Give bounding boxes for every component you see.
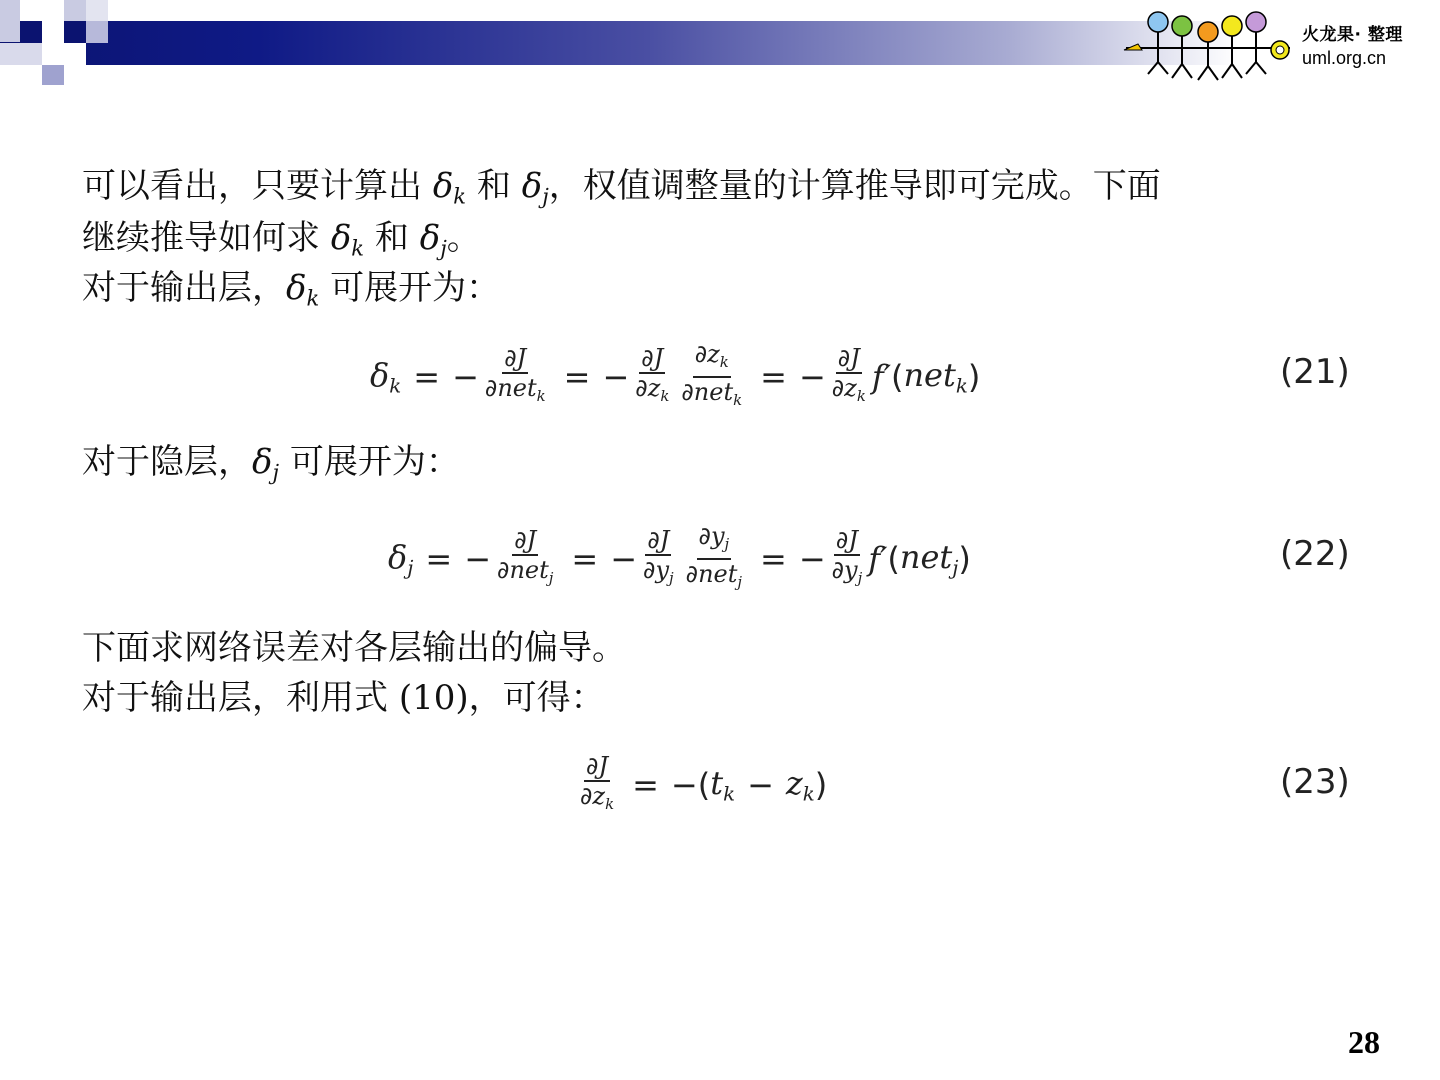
text-segment: 下面求网络误差对各层输出的偏导。: [82, 628, 626, 668]
page-number: 28: [1348, 1024, 1380, 1060]
delta-k-symbol: $\delta_k$: [330, 218, 365, 261]
delta-j-symbol: $\delta_j$: [252, 442, 280, 485]
deco-square: [0, 43, 42, 65]
text-segment: 可展开为：: [330, 268, 501, 308]
paragraph-3: [82, 262, 500, 325]
deco-square: [42, 21, 64, 43]
equation-22: $\delta_j$ = − $\frac{\partial J}{\partial net_j}$ = − $\frac{\partial J}{\partial y_j}$ $\frac{\partial y_j}{\partial net_j}$ = − $\frac{\partial J}{\partial y_j}$ f′ ( net$_j$ ): [388, 522, 971, 591]
text-segment: 对于隐层，: [82, 442, 252, 482]
text-segment: 和: [374, 218, 409, 258]
text-segment: 对于输出层，: [82, 268, 286, 308]
logo: [1120, 8, 1440, 88]
equation-number: (22): [1280, 534, 1350, 574]
equation-reference: (10): [398, 678, 469, 718]
deco-square: [64, 21, 86, 43]
text-segment: ，可得：: [468, 678, 605, 718]
equation-number: (23): [1280, 762, 1350, 802]
deco-square: [42, 0, 64, 21]
equation-21: $\delta_k$ = − $\frac{\partial J}{\partial net_k}$ = − $\frac{\partial J}{\partial z_k}$ $\frac{\partial z_k}{\partial net_k}$ = − $\frac{\partial J}{\partial z_k}$ f′ ( net$_k$ ): [370, 340, 981, 409]
delta-j-symbol: $\delta_j$: [419, 218, 447, 261]
paragraph-5: [82, 622, 626, 674]
text-segment: 对于输出层，利用式: [82, 678, 388, 718]
deco-square: [42, 65, 64, 85]
deco-square: [86, 0, 108, 21]
text-segment: 和: [476, 166, 511, 206]
deco-square: [64, 0, 86, 21]
delta-k-symbol: $\delta_k$: [432, 166, 467, 209]
equation-number: (21): [1280, 352, 1350, 392]
equation-23: $\frac{\partial J}{\partial z_k}$ = −( $t_k$ − $z_k$ ): [580, 752, 828, 813]
logo-title: 火龙果· 整理: [1302, 25, 1403, 45]
deco-square: [0, 0, 20, 42]
text-segment: 。: [446, 218, 481, 258]
deco-square: [42, 43, 64, 65]
delta-j-symbol: $\delta_j$: [521, 166, 549, 209]
deco-square: [64, 43, 86, 65]
text-segment: 继续推导如何求: [82, 218, 320, 258]
text-segment: ，权值调整量的计算推导即可完成。下面: [548, 166, 1161, 206]
deco-square: [20, 21, 42, 43]
paragraph-6: [82, 672, 605, 724]
text-segment: 可以看出，只要计算出: [82, 166, 422, 206]
deco-square: [86, 21, 108, 43]
paragraph-4: [82, 436, 460, 499]
stick-figures-icon: [1120, 8, 1300, 88]
logo-url: uml.org.cn: [1302, 48, 1387, 68]
text-segment: 可展开为：: [289, 442, 460, 482]
delta-k-symbol: $\delta_k$: [286, 268, 320, 311]
